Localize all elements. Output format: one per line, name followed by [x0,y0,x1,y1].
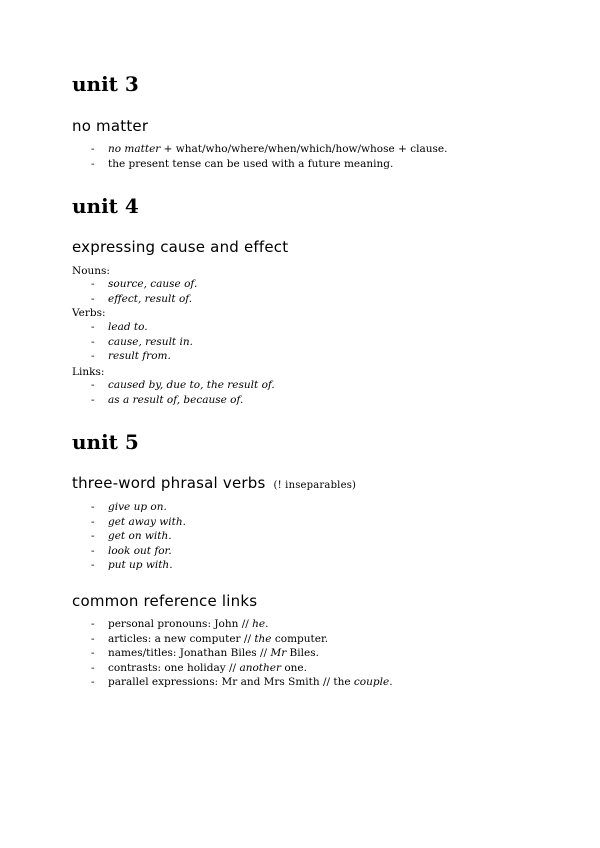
phrasal-verbs-heading: three-word phrasal verbs (! inseparables) [72,474,357,492]
unit-4-title: unit 4 [72,194,139,218]
unit-5-title: unit 5 [72,430,139,454]
document-page: unit 3 no matter - no matter + what/who/where/when/which/how/whose + clause. - the present tense can be used with a future meaning. unit 4 expressing cause and effect Nouns: - source, cause of. - effect, result of. Verbs: - lead to. - cause, result in. - result from. Links: - caused by, due to, the result of. - as a result of, because of. unit 5 three-word phrasal verbs (! inseparables) - give up on. - get away with. - get on with. - look out for. - put up with. common reference links - personal pronouns: John // he. - articles: a new computer // the computer. - names/titles: Jonathan Biles // Mr Biles. - contrasts: one holiday // another one. - parallel expressions: Mr and Mrs Smith // the couple. [72,72,448,688]
cause-effect-heading: expressing cause and effect [72,238,289,256]
unit-3-title: unit 3 [72,72,139,96]
inseparables-note: (! inseparables) [273,480,357,491]
verbs-label: Verbs: [72,307,106,319]
no-matter-heading: no matter [72,117,149,135]
links-label: Links: [72,366,105,378]
nouns-label: Nouns: [72,265,110,277]
reference-links-heading: common reference links [72,592,258,610]
